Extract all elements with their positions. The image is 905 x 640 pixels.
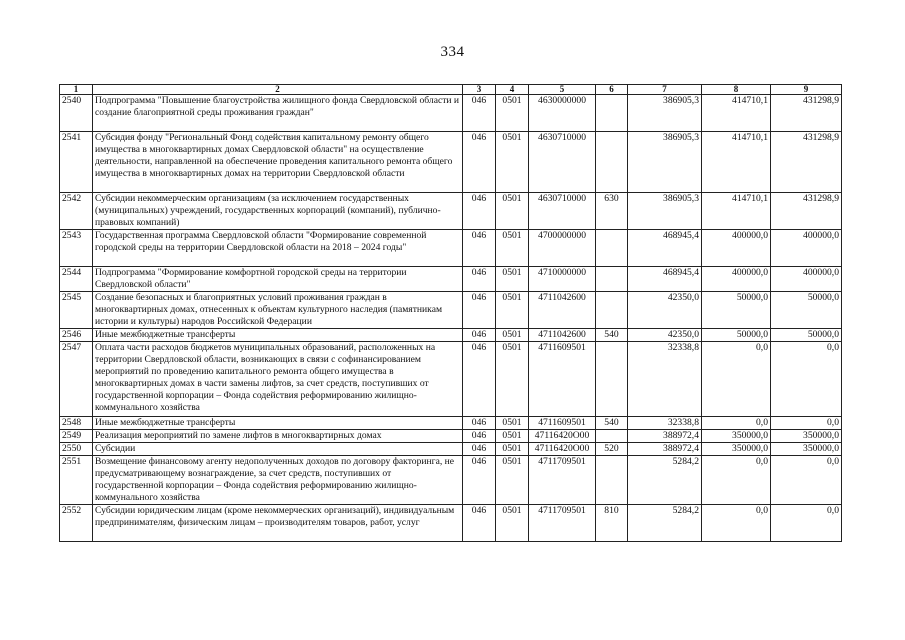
amount-year-3: 50000,0: [771, 329, 842, 342]
row-number: 2547: [60, 342, 93, 417]
code-target: 4711042600: [529, 329, 596, 342]
row-number: 2545: [60, 292, 93, 329]
row-name: Подпрограмма "Формирование комфортной городской среды на территории Свердловской области": [93, 267, 463, 292]
code-expense-type: [596, 95, 628, 132]
amount-year-2: 0,0: [702, 456, 771, 505]
code-target: 4710000000: [529, 267, 596, 292]
code-expense-type: [596, 430, 628, 443]
code-section: 0501: [496, 95, 529, 132]
table-row: [60, 230, 842, 267]
amount-year-3: 431298,9: [771, 193, 842, 230]
table-row: [60, 132, 842, 193]
code-ministry: 046: [463, 505, 496, 542]
amount-year-2: 414710,1: [702, 132, 771, 193]
amount-year-1: 32338,8: [628, 417, 702, 430]
amount-year-3: 431298,9: [771, 132, 842, 193]
code-section: 0501: [496, 329, 529, 342]
row-number: 2544: [60, 267, 93, 292]
code-expense-type: 630: [596, 193, 628, 230]
row-number: 2543: [60, 230, 93, 267]
amount-year-1: 42350,0: [628, 292, 702, 329]
amount-year-1: 386905,3: [628, 95, 702, 132]
row-number: 2549: [60, 430, 93, 443]
code-expense-type: 810: [596, 505, 628, 542]
code-expense-type: [596, 267, 628, 292]
col-header-7: 7: [628, 85, 702, 95]
code-section: 0501: [496, 132, 529, 193]
table-row: [60, 342, 842, 417]
amount-year-3: 350000,0: [771, 430, 842, 443]
code-target: 4711709501: [529, 456, 596, 505]
amount-year-3: 0,0: [771, 505, 842, 542]
table-row: [60, 292, 842, 329]
code-section: 0501: [496, 417, 529, 430]
code-ministry: 046: [463, 456, 496, 505]
code-section: 0501: [496, 443, 529, 456]
amount-year-1: 386905,3: [628, 193, 702, 230]
row-name: Субсидии юридическим лицам (кроме некоммерческих организаций), индивидуальным предпринимателям, физическим лицам – производителям товаров, работ, услуг: [93, 505, 463, 542]
amount-year-3: 50000,0: [771, 292, 842, 329]
amount-year-2: 0,0: [702, 417, 771, 430]
code-section: 0501: [496, 342, 529, 417]
code-ministry: 046: [463, 329, 496, 342]
row-number: 2542: [60, 193, 93, 230]
amount-year-3: 0,0: [771, 342, 842, 417]
amount-year-2: 0,0: [702, 342, 771, 417]
col-header-3: 3: [463, 85, 496, 95]
row-number: 2552: [60, 505, 93, 542]
code-target: 4711609501: [529, 417, 596, 430]
row-number: 2550: [60, 443, 93, 456]
table-row: [60, 267, 842, 292]
col-header-6: 6: [596, 85, 628, 95]
code-target: 4711609501: [529, 342, 596, 417]
code-target: 4630710000: [529, 193, 596, 230]
code-expense-type: [596, 132, 628, 193]
row-name: Субсидия фонду "Региональный Фонд содействия капитальному ремонту общего имущества в многоквартирных домах Свердловской области" на осуществление деятельности, направленной на обеспечение проведения капитального ремонта общего имущества в многоквартирных домах на территории Свердловской области: [93, 132, 463, 193]
code-section: 0501: [496, 505, 529, 542]
code-target: 4630000000: [529, 95, 596, 132]
row-name: Возмещение финансовому агенту недополученных доходов по договору факторинга, не предусматривающему вознаграждение, за счет средств, поступивших от государственной корпорации – Фонда содействия реформированию жилищно-коммунального хозяйства: [93, 456, 463, 505]
table-row: [60, 505, 842, 542]
code-section: 0501: [496, 193, 529, 230]
row-name: Оплата части расходов бюджетов муниципальных образований, расположенных на территории Свердловской области, возникающих в связи с софинансированием мероприятий по проведению капитального ремонта общего имущества в многоквартирных домах в части замены лифтов, за счет средств, поступивших от государственной корпорации – Фонда содействия реформированию жилищно-коммунального хозяйства: [93, 342, 463, 417]
amount-year-2: 350000,0: [702, 430, 771, 443]
amount-year-1: 468945,4: [628, 267, 702, 292]
amount-year-3: 350000,0: [771, 443, 842, 456]
amount-year-3: 0,0: [771, 417, 842, 430]
row-number: 2551: [60, 456, 93, 505]
row-number: 2540: [60, 95, 93, 132]
amount-year-1: 32338,8: [628, 342, 702, 417]
row-name: Субсидии: [93, 443, 463, 456]
amount-year-2: 0,0: [702, 505, 771, 542]
code-ministry: 046: [463, 132, 496, 193]
amount-year-2: 50000,0: [702, 292, 771, 329]
amount-year-2: 50000,0: [702, 329, 771, 342]
code-target: 47116420О00: [529, 443, 596, 456]
col-header-8: 8: [702, 85, 771, 95]
code-ministry: 046: [463, 230, 496, 267]
row-name: Иные межбюджетные трансферты: [93, 329, 463, 342]
row-name: Государственная программа Свердловской области "Формирование современной городской среды на территории Свердловской области на 2018 – 2024 годы": [93, 230, 463, 267]
code-ministry: 046: [463, 443, 496, 456]
code-expense-type: 540: [596, 417, 628, 430]
code-section: 0501: [496, 456, 529, 505]
amount-year-2: 414710,1: [702, 95, 771, 132]
code-target: 4711709501: [529, 505, 596, 542]
amount-year-2: 350000,0: [702, 443, 771, 456]
code-section: 0501: [496, 230, 529, 267]
amount-year-1: 388972,4: [628, 430, 702, 443]
code-ministry: 046: [463, 417, 496, 430]
amount-year-1: 5284,2: [628, 456, 702, 505]
code-ministry: 046: [463, 342, 496, 417]
col-header-2: 2: [93, 85, 463, 95]
amount-year-3: 431298,9: [771, 95, 842, 132]
code-expense-type: 520: [596, 443, 628, 456]
code-ministry: 046: [463, 267, 496, 292]
amount-year-1: 386905,3: [628, 132, 702, 193]
amount-year-2: 400000,0: [702, 267, 771, 292]
header-row: [60, 85, 842, 95]
code-section: 0501: [496, 267, 529, 292]
col-header-9: 9: [771, 85, 842, 95]
amount-year-1: 388972,4: [628, 443, 702, 456]
row-name: Реализация мероприятий по замене лифтов в многоквартирных домах: [93, 430, 463, 443]
code-target: 47116420О00: [529, 430, 596, 443]
table-row: [60, 443, 842, 456]
code-ministry: 046: [463, 95, 496, 132]
amount-year-3: 0,0: [771, 456, 842, 505]
table-row: [60, 417, 842, 430]
code-expense-type: [596, 230, 628, 267]
col-header-1: 1: [60, 85, 93, 95]
code-expense-type: 540: [596, 329, 628, 342]
code-target: 4700000000: [529, 230, 596, 267]
col-header-5: 5: [529, 85, 596, 95]
code-target: 4711042600: [529, 292, 596, 329]
row-number: 2548: [60, 417, 93, 430]
row-name: Подпрограмма "Повышение благоустройства жилищного фонда Свердловской области и создание благоприятной среды проживания граждан": [93, 95, 463, 132]
amount-year-2: 414710,1: [702, 193, 771, 230]
code-ministry: 046: [463, 430, 496, 443]
code-ministry: 046: [463, 292, 496, 329]
amount-year-1: 5284,2: [628, 505, 702, 542]
page-number: 334: [440, 44, 465, 60]
row-name: Субсидии некоммерческим организациям (за исключением государственных (муниципальных) учреждений, государственных корпораций (компаний), публично-правовых компаний): [93, 193, 463, 230]
code-section: 0501: [496, 292, 529, 329]
amount-year-3: 400000,0: [771, 267, 842, 292]
col-header-4: 4: [496, 85, 529, 95]
table-row: [60, 95, 842, 132]
budget-table: [59, 84, 842, 542]
amount-year-1: 468945,4: [628, 230, 702, 267]
code-ministry: 046: [463, 193, 496, 230]
row-number: 2541: [60, 132, 93, 193]
code-expense-type: [596, 292, 628, 329]
amount-year-2: 400000,0: [702, 230, 771, 267]
code-target: 4630710000: [529, 132, 596, 193]
table-row: [60, 193, 842, 230]
row-name: Иные межбюджетные трансферты: [93, 417, 463, 430]
row-name: Создание безопасных и благоприятных условий проживания граждан в многоквартирных домах, отнесенных к объектам культурного наследия (памятникам истории и культуры) народов Российской Федерации: [93, 292, 463, 329]
table-row: [60, 430, 842, 443]
row-number: 2546: [60, 329, 93, 342]
code-expense-type: [596, 456, 628, 505]
amount-year-1: 42350,0: [628, 329, 702, 342]
table-row: [60, 329, 842, 342]
table-row: [60, 456, 842, 505]
code-expense-type: [596, 342, 628, 417]
code-section: 0501: [496, 430, 529, 443]
amount-year-3: 400000,0: [771, 230, 842, 267]
